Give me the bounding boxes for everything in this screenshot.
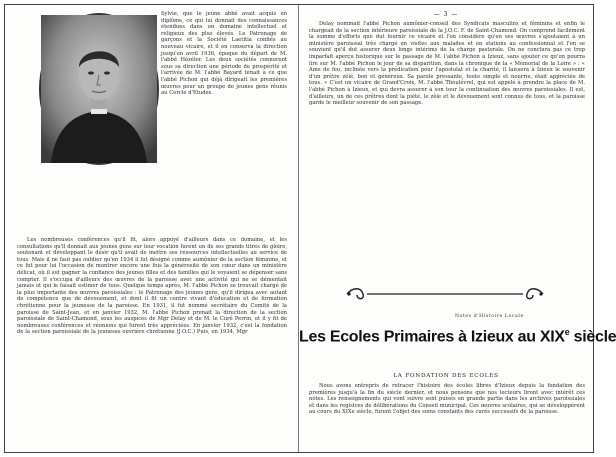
headline-main: Les Ecoles Primaires à Izieux au XIX <box>299 328 565 346</box>
left-page <box>5 5 299 452</box>
article-column-beside-portrait: Sylvie, que le jeune abbé avait acquis en diplôme, ce qui lui donnait des connaissances étendues dans un domaine intellectuel et religieux des plus élevés. Le Patronage de garçons et la Société Laetitia confiés au nouveau vicaire, et il en conserva la direction jusqu'en avril 1936, époque du départ de M. l'abbé Hézéler. Les deux sociétés connurent sous sa direction une période de prospérité et l'arrivée de M. l'abbé Bayard tenait à ce que l'abbé Pichon qui déjà dirigeait les premières œuvres pour un groupe de jeunes gens réunis au Cercle d'Etudes. <box>161 11 287 97</box>
article-column-left: Les nombreuses conférences qu'il fit, alors appuyé d'ailleurs dans ce domaine, et les consultations qu'il donnait aux jeunes gens sur leur vocation furent un de ses grands titres de gloire, soutenant et développant le désir qu'il avait de mettre ses ressources intellectuelles au service de tous. Mais il ne faut pas oublier qu'en 1934 il fut désigné comme aumônier de la section féminine, et ce fut pour lui l'occasion de montrer encore une fois la générosité de son cœur dans un ministère délicat, où il sut gagner la confiance des jeunes filles et des familles qui le voyaient se dépenser sans compter. Il s'occupa d'ailleurs des œuvres de la paroisse avec une activité qui ne se démentait jamais et qui le faisait estimer de tous. Quelque temps après, M. l'abbé Pichon se trouvait chargé de la plus importante des œuvres paroissiales : le Patronage des jeunes gens, qu'il dirigea avec autant de compétence que de dévouement, et dont il fit un centre vivant d'éducation et de formation chrétienne pour la jeunesse de la paroisse. En 1931, il fut nommé secrétaire du Comité de la paroisse de Saint-Jean, et en janvier 1932, M. l'abbé Pichon prenait la direction de la section paroissiale de Saint-Chamond, sous les auspices de Mgr Delay et de M. le Curé Perrin, et il y fit de nombreuses conférences et réunions qui furent très appréciées. En janvier 1932, c'est la fondation de la section paroissiale de la jeunesse ouvrière chrétienne (J.O.C.) Puis, en 1934, Mgr <box>17 237 287 336</box>
headline-superscript: e <box>564 327 570 337</box>
page-number: — 3 — <box>433 11 459 18</box>
article-column-right: Delay nommait l'abbé Pichon aumônier-conseil des Syndicats masculins et féminins et enfin le chargeait de la section intérieure paroissiale de la J.O.C. F. de Saint-Chamond. On comprend facilement la somme d'efforts que dut fournir ce vicaire et l'on considère qu'en ses œuvres s'ajoutaient à un ministère paroissial très chargé en visites aux malades et en stations au confessionnal et l'on se souvient qu'il dut assurer deux longs intérims de la charge pastorale. On ne conclura pas ce trop imparfait aperçu historique sur le passage de M. l'abbé Pichon à Izieux, sans ajouter ce qu'on pourra lire sur M. l'abbé Pichon le jour de sa disparition, dans la chronique de la « Mémorial de la Loire » : « Ame de feu, inclinée vers la prédication pour l'apostolat et la charité, il laissera à Izieux le souvenir d'un prêtre zélé, bon et généreux. Sa parole pressante, toute simple et nourrie, était appréciée de tous. » C'est un vicaire de Grand'Croix, M. l'abbé Thoulévrel, qui est appelé à prendre la place de M. l'abbé Pichon à Izieux, et qui devra assurer à son tour la continuation des œuvres paroissiales. Il est, d'ailleurs, un de ces prêtres dont la piété, le zèle et le dévouement sont connus de tous, et la paroisse garde le meilleur souvenir de son passage. <box>309 21 586 107</box>
right-page <box>299 5 616 452</box>
article-body: Nous avons entrepris de retracer l'histoire des écoles libres d'Izieux depuis la fondation des premières jusqu'à la fin du siècle dernier, et nous pensons que nos lecteurs liront avec intérêt ces notes. Les renseignements qui vont suivre sont puisés en grande partie dans les archives paroissiales et dans les registres de délibérations du Conseil municipal. Ces œuvres scolaires, qui se développèrent au cours du XIXe siècle, furent l'objet des soins constants des curés successifs de la paroisse. <box>309 383 585 416</box>
portrait-illustration <box>41 15 157 163</box>
article-headline <box>299 327 616 346</box>
ornamental-divider <box>343 286 547 302</box>
section-label: Notes d'Histoire Locale <box>455 314 524 319</box>
document-spread <box>4 4 616 453</box>
article-subheading: LA FONDATION DES ECOLES <box>393 373 499 379</box>
ornament-swirl-icon <box>343 286 547 302</box>
headline-tail: siècle <box>569 328 616 346</box>
priest-portrait <box>39 13 159 165</box>
